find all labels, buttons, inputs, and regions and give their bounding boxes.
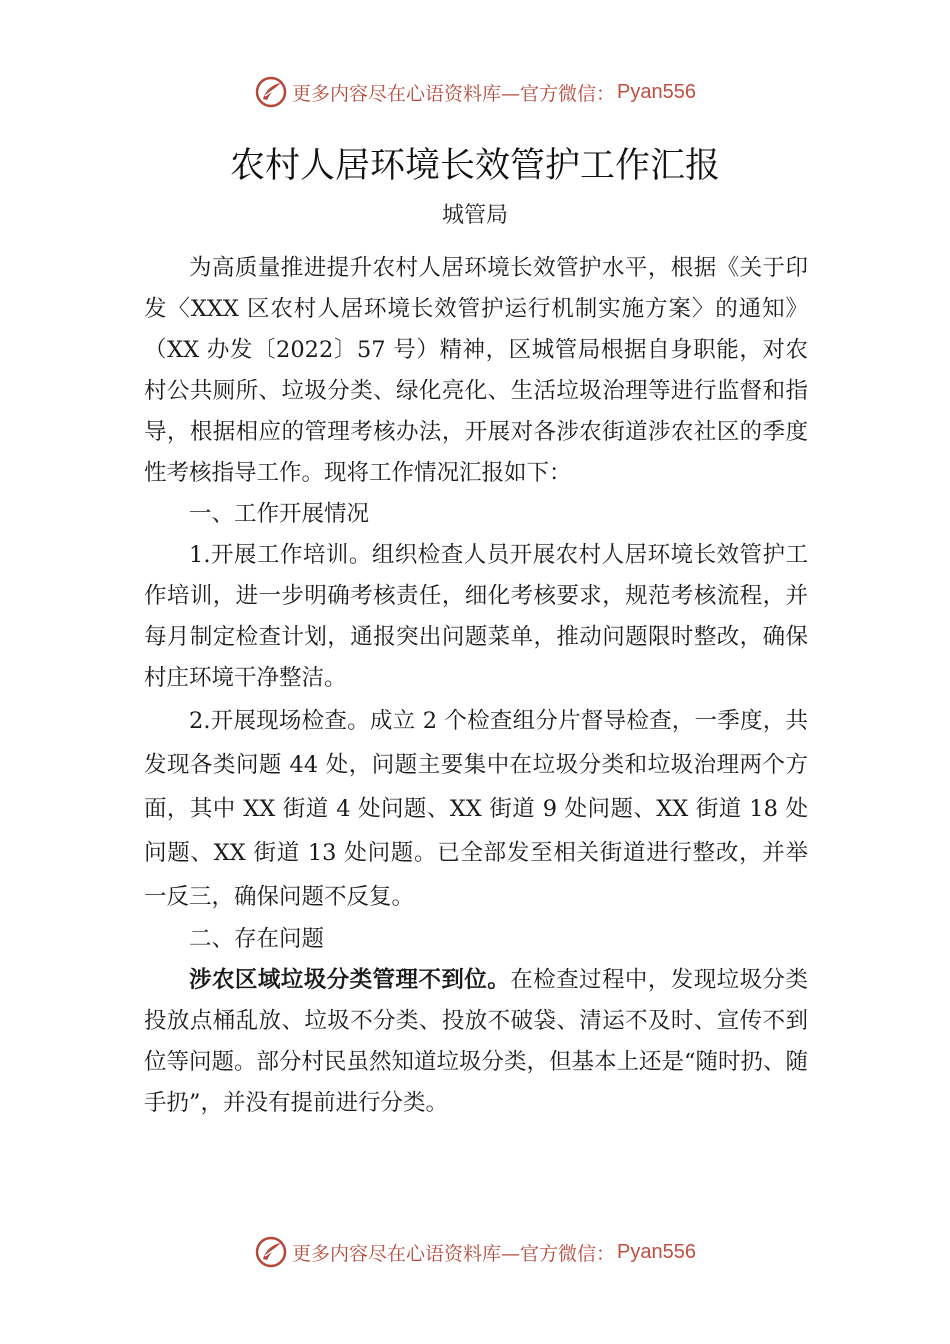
item-inspection-paragraph: 2.开展现场检查。成立 2 个检查组分片督导检查，一季度，共发现各类问题 44 处，问题主要集中在垃圾分类和垃圾治理两个方面，其中 XX 街道 4 处问题、XX 街道 9 处问题、XX 街道 18 处问题、XX 街道 13 处问题。已全部发至相关街道进行整改，并举一反三，确保问题不反复。 — [144, 708, 808, 910]
section-heading-problems: 二、存在问题 — [189, 926, 325, 952]
issue-paragraph — [144, 960, 808, 1124]
library-logo-icon — [254, 75, 288, 109]
watermark-text: 更多内容尽在心语资料库—官方微信： — [292, 82, 616, 105]
watermark-banner-bottom — [0, 1230, 950, 1274]
watermark-text: 更多内容尽在心语资料库—官方微信： — [292, 1242, 616, 1265]
document-body — [144, 248, 808, 1124]
watermark-wechat-id: Pyan556 — [617, 80, 696, 103]
intro-paragraph: 为高质量推进提升农村人居环境长效管护水平，根据《关于印发〈XXX 区农村人居环境长效管护运行机制实施方案〉的通知》（XX 办发〔2022〕57 号）精神，区城管局根据自身职能，对农村公共厕所、垃圾分类、绿化亮化、生活垃圾治理等进行监督和指导，根据相应的管理考核办法，开展对各涉农街道涉农社区的季度性考核指导工作。现将工作情况汇报如下： — [144, 255, 808, 486]
library-logo-icon — [254, 1235, 288, 1269]
watermark-wechat-id: Pyan556 — [617, 1240, 696, 1263]
watermark-banner-top — [0, 70, 950, 114]
section-heading-work-progress: 一、工作开展情况 — [189, 501, 370, 527]
document-author: 城管局 — [441, 203, 508, 228]
item-training-paragraph: 1.开展工作培训。组织检查人员开展农村人居环境长效管护工作培训，进一步明确考核责任，细化考核要求，规范考核流程，并每月制定检查计划，通报突出问题菜单，推动问题限时整改，确保村庄环境干净整洁。 — [144, 542, 808, 691]
issue-bold-lead: 涉农区域垃圾分类管理不到位。 — [189, 967, 511, 993]
document-title: 农村人居环境长效管护工作汇报 — [229, 146, 720, 186]
issue-text: 在检查过程中，发现垃圾分类投放点桶乱放、垃圾不分类、投放不破袋、清运不及时、宣传不到位等问题。部分村民虽然知道垃圾分类，但基本上还是“随时扔、随手扔”，并没有提前进行分类。 — [144, 967, 809, 1116]
